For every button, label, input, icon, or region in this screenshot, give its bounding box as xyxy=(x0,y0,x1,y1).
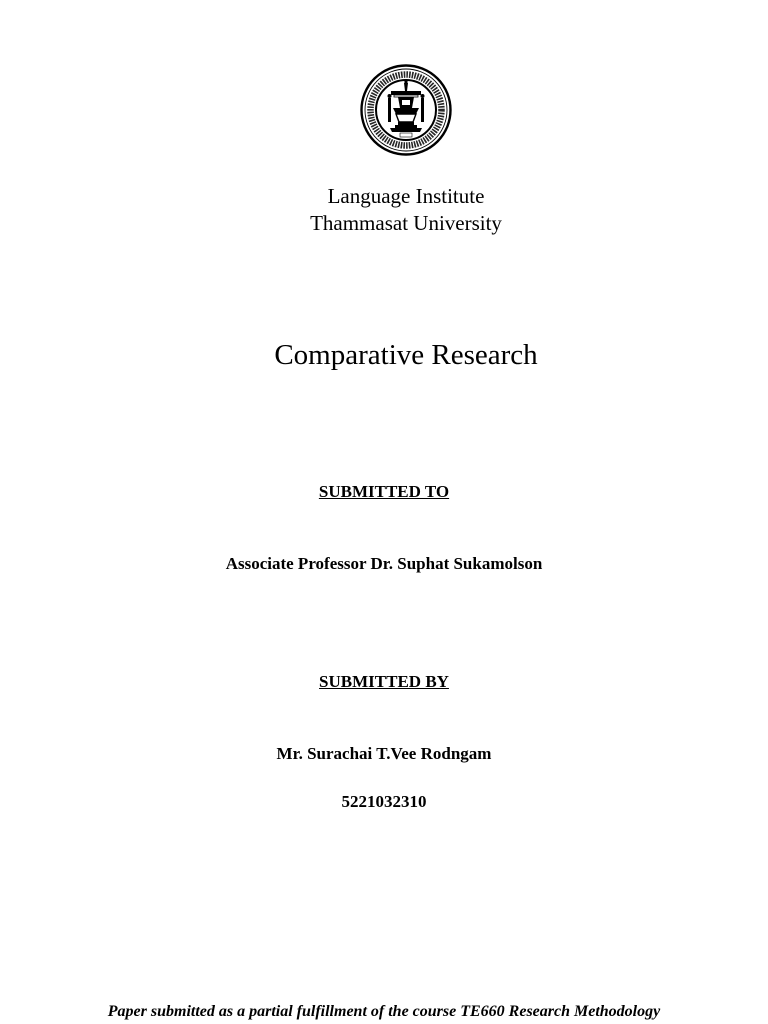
student-id: 5221032310 xyxy=(341,792,427,811)
student-name: Mr. Surachai T.Vee Rodngam xyxy=(276,744,492,763)
submitted-by-heading: SUBMITTED BY xyxy=(319,672,449,691)
footer-note: Paper submitted as a partial fulfillment of the course TE660 Research Methodology xyxy=(107,1003,661,1020)
instructor-name: Associate Professor Dr. Suphat Sukamolson xyxy=(225,554,543,573)
thammasat-university-seal-icon xyxy=(360,64,452,156)
paper-title: Comparative Research xyxy=(274,339,538,371)
submitted-to-heading: SUBMITTED TO xyxy=(318,482,450,501)
institute-block xyxy=(22,183,768,237)
institute-name: Language Institute xyxy=(327,184,485,208)
university-name: Thammasat University xyxy=(310,211,502,235)
